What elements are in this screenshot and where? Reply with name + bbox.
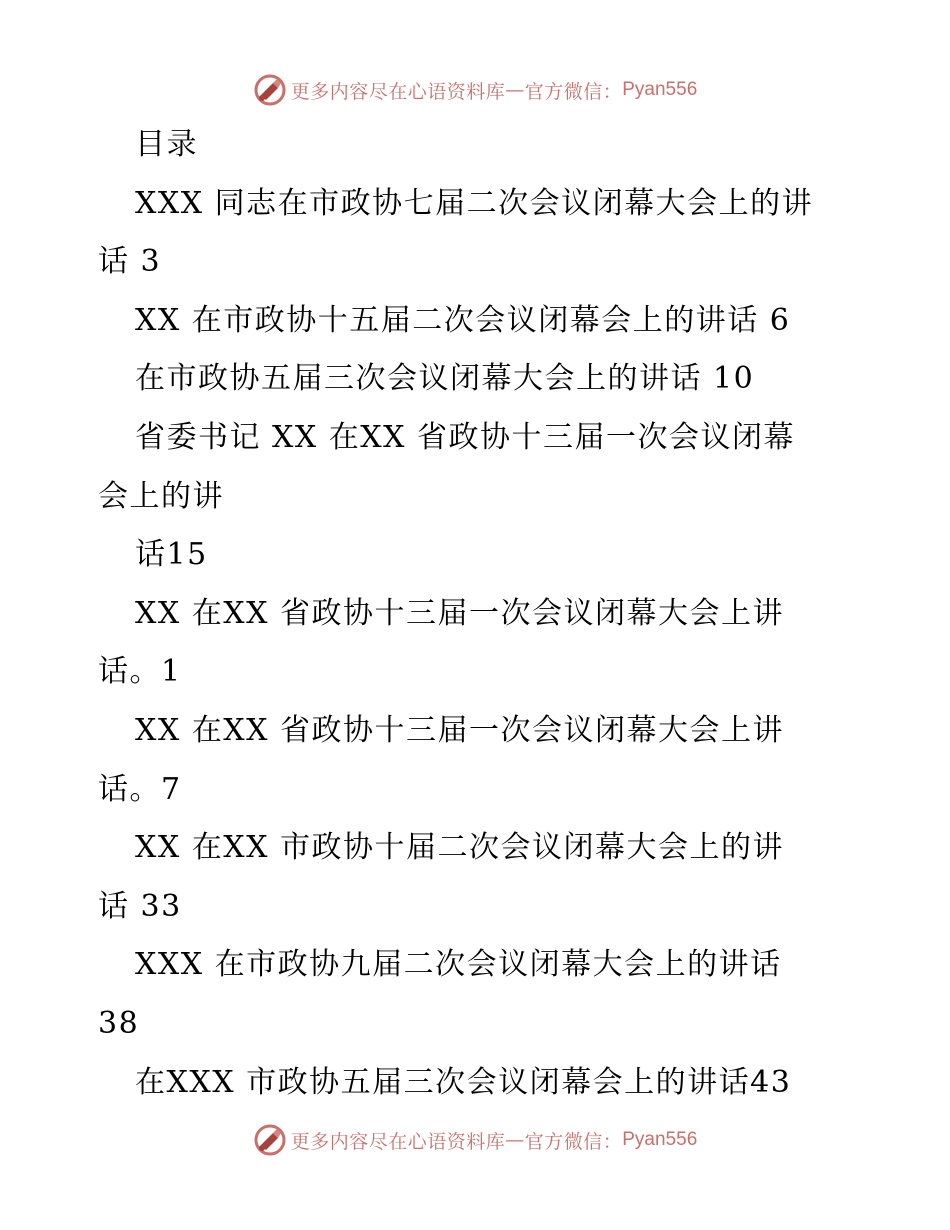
toc-line: 话 33	[98, 888, 182, 924]
footer-banner	[0, 1120, 950, 1160]
toc-line: XX 在XX 市政协十届二次会议闭幕大会上的讲	[135, 830, 785, 866]
banner-wechat-id: Pyan556	[622, 79, 698, 100]
toc-line: 在XXX 市政协五届三次会议闭幕会上的讲话43	[135, 1064, 792, 1100]
toc-line: XX 在市政协十五届二次会议闭幕会上的讲话 6	[135, 302, 791, 338]
toc-line: XX 在XX 省政协十三届一次会议闭幕大会上讲	[135, 595, 785, 631]
toc-line: 会上的讲	[98, 478, 224, 514]
toc-line: 话。1	[98, 654, 182, 690]
toc-line: 在市政协五届三次会议闭幕大会上的讲话 10	[135, 361, 755, 397]
toc-line: 话15	[135, 537, 208, 573]
banner-dash: —	[505, 1129, 525, 1151]
banner-wechat-label: 官方微信：	[524, 1130, 623, 1153]
toc-line: 38	[98, 1005, 140, 1041]
banner-wechat-label: 官方微信：	[524, 80, 623, 103]
pen-logo-icon	[253, 1123, 287, 1157]
toc-title: 目录	[135, 127, 198, 162]
toc-line: 话 3	[98, 244, 162, 280]
toc-content	[98, 116, 898, 1112]
toc-line: XXX 在市政协九届二次会议闭幕大会上的讲话	[135, 947, 782, 983]
banner-main-text: 更多内容尽在心语资料库	[290, 80, 506, 103]
banner-dash: —	[505, 79, 525, 101]
pen-logo-icon	[253, 73, 287, 107]
header-banner	[0, 70, 950, 110]
toc-line: XXX 同志在市政协七届二次会议闭幕大会上的讲	[135, 185, 814, 221]
toc-line: 话。7	[98, 771, 182, 807]
banner-wechat-id: Pyan556	[622, 1129, 698, 1150]
toc-line: XX 在XX 省政协十三届一次会议闭幕大会上讲	[135, 712, 785, 748]
toc-line: 省委书记 XX 在XX 省政协十三届一次会议闭幕	[135, 419, 796, 455]
banner-main-text: 更多内容尽在心语资料库	[290, 1130, 506, 1153]
